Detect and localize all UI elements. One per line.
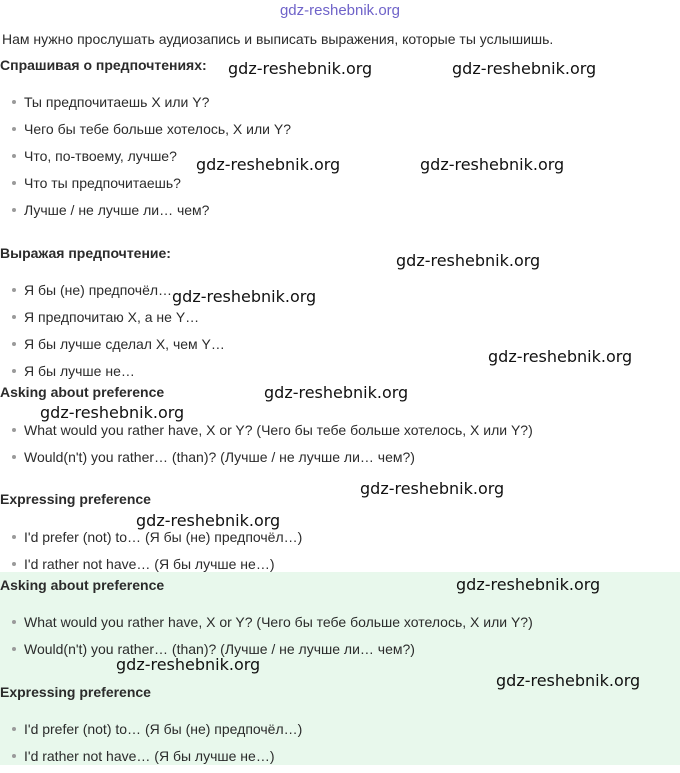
- section-heading-expressing-en-highlighted: Expressing preference: [0, 684, 151, 700]
- list-item: I'd rather not have… (Я бы лучше не…): [12, 554, 302, 581]
- section-heading-expressing-en: Expressing preference: [0, 491, 151, 507]
- list-item: Would(n't) you rather… (than)? (Лучше / не лучше ли… чем?): [12, 639, 533, 666]
- watermark: gdz-reshebnik.org: [452, 59, 597, 78]
- list-item: Я бы лучше не…: [12, 361, 225, 388]
- watermark: gdz-reshebnik.org: [136, 511, 281, 530]
- list-item: Я бы лучше сделал X, чем Y…: [12, 334, 225, 361]
- section-heading-asking-en-highlighted: Asking about preference: [0, 577, 165, 593]
- list-item: Лучше / не лучше ли… чем?: [12, 200, 291, 227]
- list-item: I'd prefer (not) to… (Я бы (не) предпочёл…): [12, 527, 302, 554]
- list-item: I'd prefer (not) to… (Я бы (не) предпочёл…): [12, 719, 302, 746]
- watermark: gdz-reshebnik.org: [496, 671, 641, 690]
- section-heading-expressing-ru: Выражая предпочтение:: [0, 245, 171, 261]
- list-item: What would you rather have, X or Y? (Чего бы тебе больше хотелось, X или Y?): [12, 612, 533, 639]
- list-item: Что ты предпочитаешь?: [12, 173, 291, 200]
- watermark: gdz-reshebnik.org: [196, 155, 341, 174]
- watermark: gdz-reshebnik.org: [116, 655, 261, 674]
- watermark: gdz-reshebnik.org: [488, 347, 633, 366]
- watermark: gdz-reshebnik.org: [456, 575, 601, 594]
- site-url: gdz-reshebnik.org: [279, 2, 401, 19]
- watermark: gdz-reshebnik.org: [420, 155, 565, 174]
- section-heading-asking-en: Asking about preference: [0, 384, 165, 400]
- list-item: I'd rather not have… (Я бы лучше не…): [12, 746, 302, 773]
- list-asking-en-highlighted: [12, 612, 533, 666]
- list-item: Чего бы тебе больше хотелось, X или Y?: [12, 119, 291, 146]
- list-asking-en: [12, 420, 533, 474]
- list-item: What would you rather have, X or Y? (Чего бы тебе больше хотелось, X или Y?): [12, 420, 533, 447]
- watermark: gdz-reshebnik.org: [360, 479, 505, 498]
- list-expressing-en: [12, 527, 302, 581]
- watermark: gdz-reshebnik.org: [264, 383, 409, 402]
- list-item: Что, по-твоему, лучше?: [12, 146, 291, 173]
- watermark: gdz-reshebnik.org: [228, 59, 373, 78]
- list-item: Ты предпочитаешь X или Y?: [12, 92, 291, 119]
- list-item: Я предпочитаю X, а не Y…: [12, 307, 225, 334]
- intro-text: Нам нужно прослушать аудиозапись и выписать выражения, которые ты услышишь.: [2, 31, 554, 47]
- watermark: gdz-reshebnik.org: [40, 403, 185, 422]
- list-item: Would(n't) you rather… (than)? (Лучше / не лучше ли… чем?): [12, 447, 533, 474]
- section-heading-asking-ru: Спрашивая о предпочтениях:: [0, 57, 207, 73]
- watermark: gdz-reshebnik.org: [396, 251, 541, 270]
- list-item: Я бы (не) предпочёл…: [12, 280, 225, 307]
- watermark: gdz-reshebnik.org: [172, 287, 317, 306]
